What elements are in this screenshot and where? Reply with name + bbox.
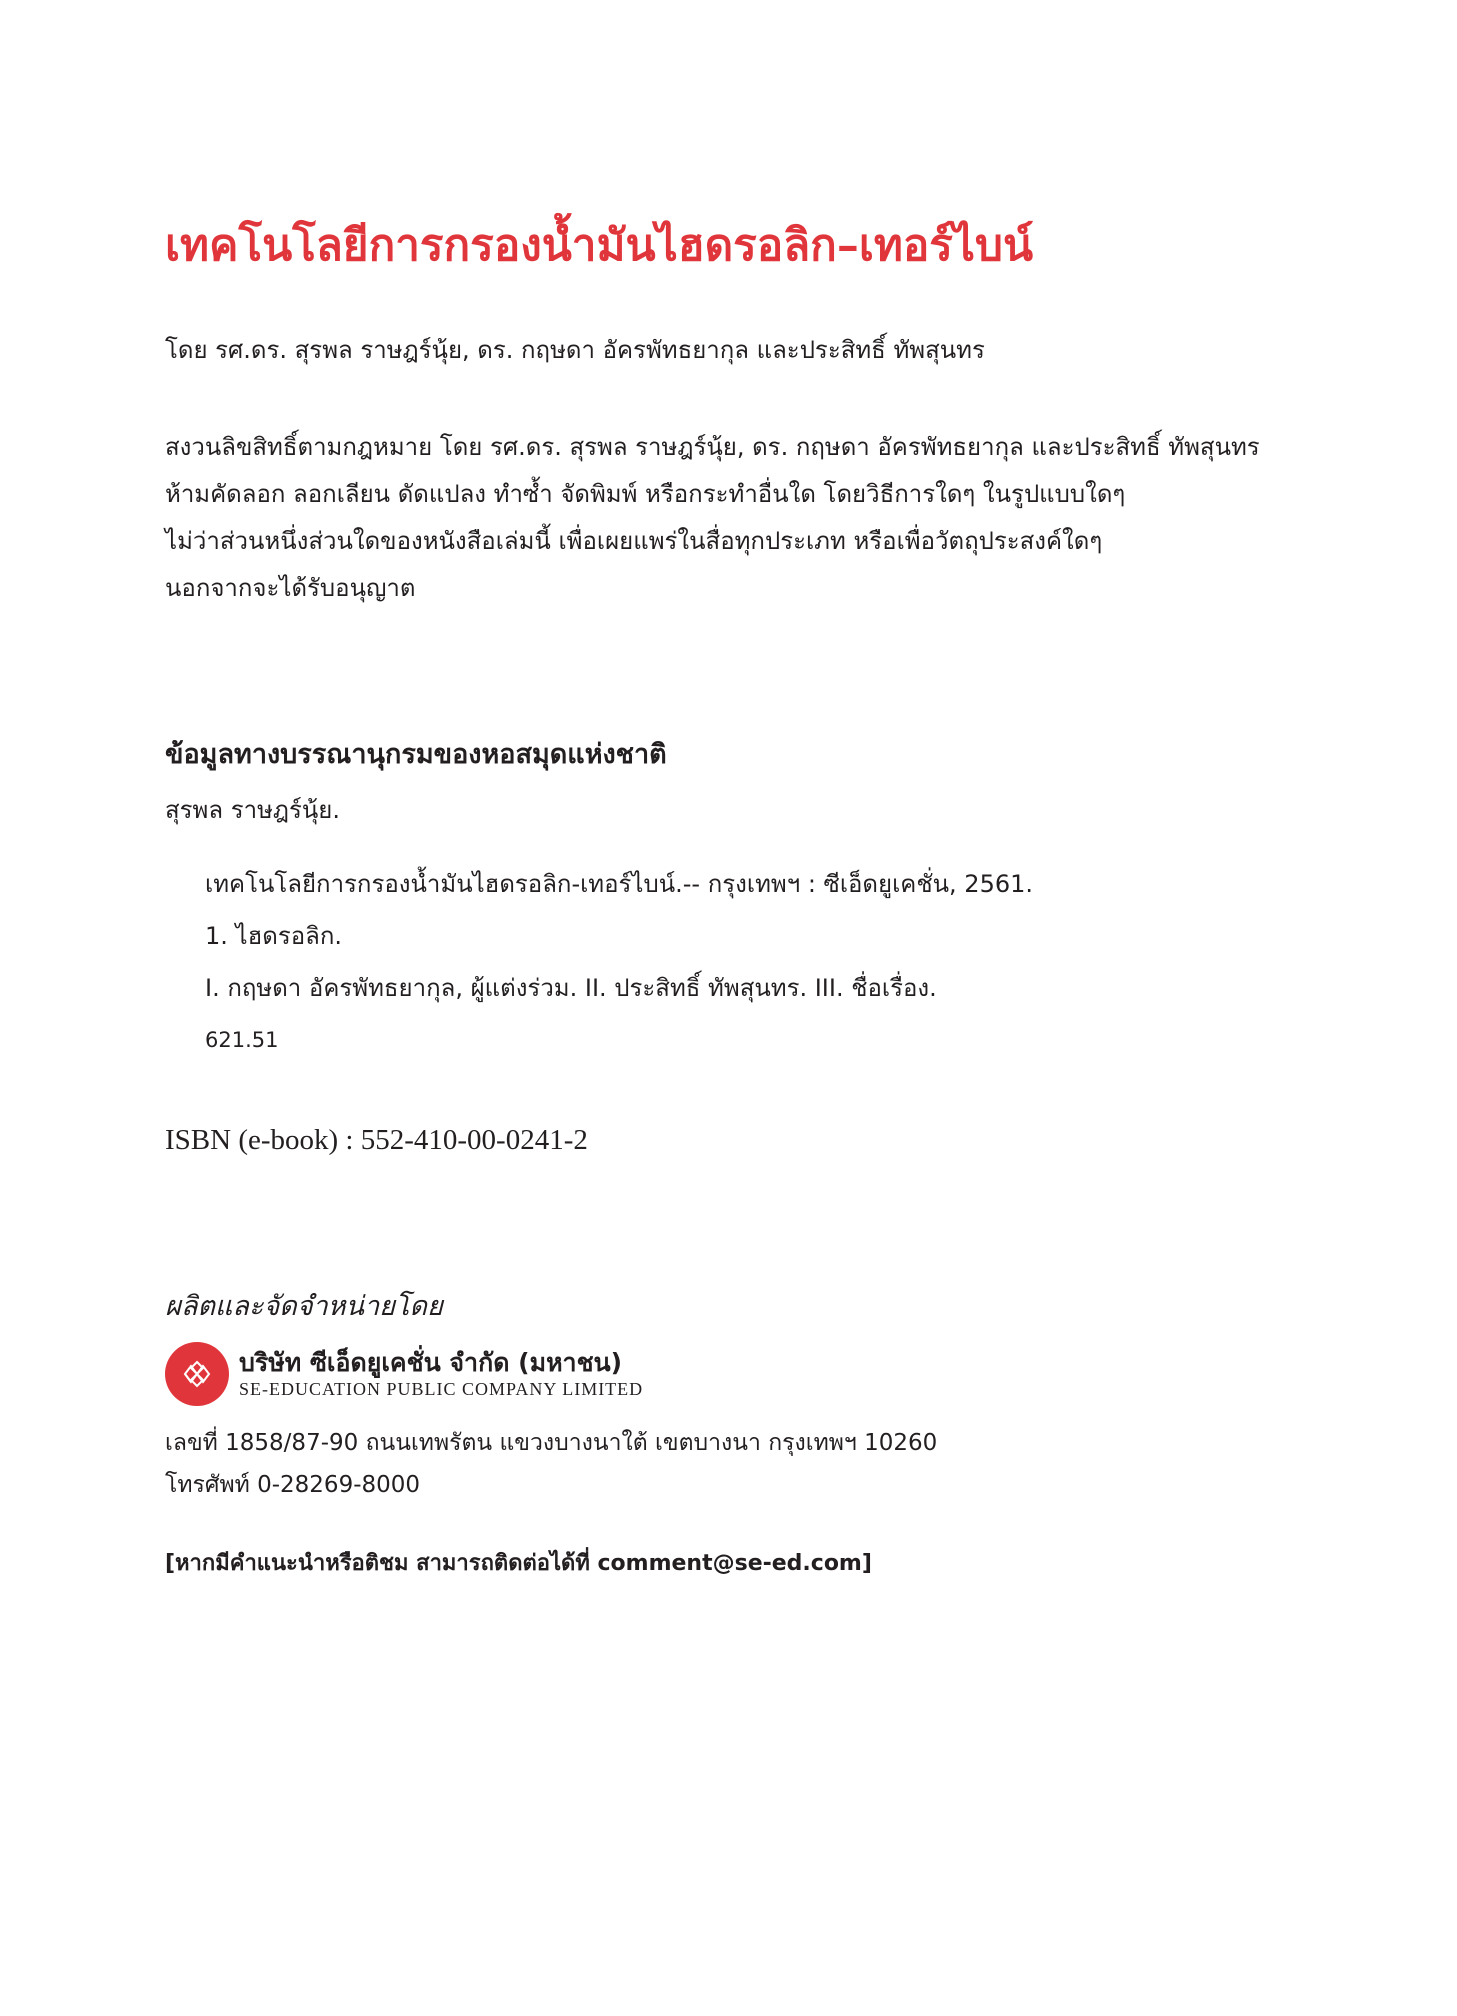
- copyright-line: นอกจากจะได้รับอนุญาต: [165, 574, 416, 602]
- cip-added-entries: I. กฤษดา อัครพัทธยากุล, ผู้แต่งร่วม. II. ประสิทธิ์ ทัพสุนทร. III. ชื่อเรื่อง.: [205, 974, 937, 1002]
- copyright-line: ไม่ว่าส่วนหนึ่งส่วนใดของหนังสือเล่มนี้ เพื่อเผยแพร่ในสื่อทุกประเภท หรือเพื่อวัตถุประสงค์ใดๆ: [165, 527, 1103, 555]
- phone-line: โทรศัพท์ 0-28269-8000: [165, 1472, 421, 1498]
- publisher-names: [239, 1348, 643, 1400]
- copyright-line: ห้ามคัดลอก ลอกเลียน ดัดแปลง ทำซ้ำ จัดพิมพ์ หรือกระทำอื่นใด โดยวิธีการใดๆ ในรูปแบบใดๆ: [165, 480, 1126, 508]
- authors-line: โดย รศ.ดร. สุรพล ราษฎร์นุ้ย, ดร. กฤษดา อัครพัทธยากุล และประสิทธิ์ ทัพสุนทร: [165, 336, 985, 364]
- producer-label: ผลิตและจัดจำหน่ายโดย: [165, 1291, 443, 1322]
- publisher-block: [165, 1342, 643, 1406]
- cip-entry: เทคโนโลยีการกรองน้ำมันไฮดรอลิก-เทอร์ไบน์.-- กรุงเทพฯ : ซีเอ็ดยูเคชั่น, 2561.: [205, 870, 1033, 898]
- isbn: ISBN (e-book) : 552-410-00-0241-2: [165, 1124, 588, 1156]
- address-line: เลขที่ 1858/87-90 ถนนเทพรัตน แขวงบางนาใต้ เขตบางนา กรุงเทพฯ 10260: [165, 1430, 938, 1456]
- publisher-address: [165, 1422, 937, 1506]
- cip-heading: ข้อมูลทางบรรณานุกรมของหอสมุดแห่งชาติ: [165, 739, 667, 770]
- cip-classification: 621.51: [205, 1028, 279, 1052]
- publisher-name-thai: บริษัท ซีเอ็ดยูเคชั่น จำกัด (มหาชน): [239, 1348, 623, 1377]
- cip-record: [205, 858, 1033, 1066]
- contact-note: [หากมีคำแนะนำหรือติชม สามารถติดต่อได้ที่ comment@se-ed.com]: [165, 1551, 872, 1576]
- se-ed-logo-icon: [165, 1342, 229, 1406]
- copyright-notice: [165, 424, 1260, 612]
- book-title: เทคโนโลยีการกรองน้ำมันไฮดรอลิก–เทอร์ไบน์: [165, 220, 1034, 271]
- copyright-line: สงวนลิขสิทธิ์ตามกฎหมาย โดย รศ.ดร. สุรพล ราษฎร์นุ้ย, ดร. กฤษดา อัครพัทธยากุล และประสิทธิ์ ทัพสุนทร: [165, 433, 1260, 461]
- publisher-name-english: SE-EDUCATION PUBLIC COMPANY LIMITED: [239, 1379, 644, 1399]
- cip-author: สุรพล ราษฎร์นุ้ย.: [165, 796, 340, 824]
- cip-subject: 1. ไฮดรอลิก.: [205, 922, 343, 950]
